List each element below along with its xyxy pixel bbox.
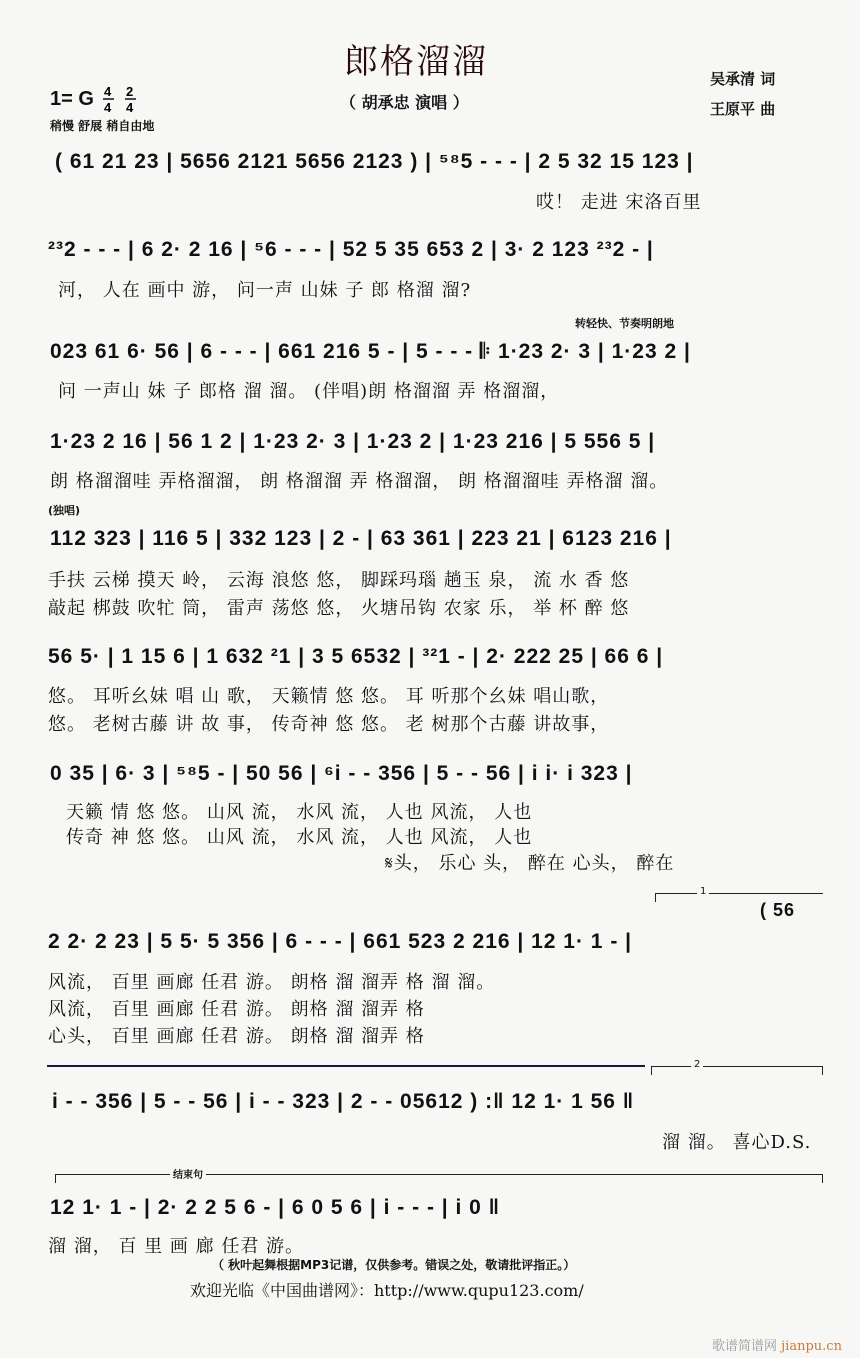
volta-1-aside: ( 56 [760,900,796,920]
score-line-5-lyrics-verse-2: 敲起 梆鼓 吹牤 筒， 雷声 荡悠 悠， 火塘吊钩 农家 乐， 举 杯 醉 悠 [48,598,630,619]
score-line-7-lyrics-verse-2: 传奇 神 悠 悠。 山风 流， 水风 流， 人也 风流， 人也 [66,827,533,848]
score-line-8-notes: 2 2· 2 23 | 5 5· 5 356 | 6 - - - | 661 523 2 216 | 12 1· 1 - | [48,930,633,953]
lyricist-credit: 吴承清 词 [710,70,776,88]
ending-bracket: 结束句 [55,1174,823,1175]
score-line-9-lyrics: 溜 溜。 喜心D.S. [662,1132,812,1153]
welcome-link[interactable]: 欢迎光临《中国曲谱网》：http://www.qupu123.com/ [190,1281,584,1300]
score-line-4-lyrics: 朗 格溜溜哇 弄格溜溜， 朗 格溜溜 弄 格溜溜， 朗 格溜溜哇 弄格溜 溜。 [50,471,669,492]
score-line-2-notes: ²³2 - - - | 6 2· 2 16 | ⁵6 - - - | 52 5 35 653 2 | 3· 2 123 ²³2 - | [48,238,654,261]
score-line-1-notes: ( 61 21 23 | 5656 2121 5656 2123 ) | ⁵⁸5 - - - | 2 5 32 15 123 | [55,150,694,173]
svg-text:4: 4 [104,100,112,114]
score-line-7-lyrics-verse-1: 天籁 情 悠 悠。 山风 流， 水风 流， 人也 风流， 人也 [66,802,533,823]
score-line-6-notes: 56 5· | 1 15 6 | 1 632 ²1 | 3 5 6532 | ³²1 - | 2· 222 25 | 66 6 | [48,645,664,668]
volta-bracket-1: 1 [655,893,823,894]
score-line-3-lyrics: 问 一声山 妹 子 郎格 溜 溜。 (伴唱)朗 格溜溜 弄 格溜溜， [58,381,560,402]
score-line-10-lyrics: 溜 溜， 百 里 画 廊 任君 游。 [48,1236,305,1257]
score-line-3-notes: 023 61 6· 56 | 6 - - - | 661 216 5 - | 5 - - - 𝄆 1·23 2· 3 | 1·23 2 | [50,340,691,363]
score-line-6-lyrics-verse-2: 悠。 老树古藤 讲 故 事， 传奇神 悠 悠。 老 树那个古藤 讲故事， [48,714,610,735]
key-signature: 1= G [50,88,94,110]
song-title: 郎格溜溜 [344,42,488,82]
score-line-5-notes: 112 323 | 116 5 | 332 123 | 2 - | 63 361 | 223 21 | 6123 216 | [50,527,672,550]
singer-credit: （ 胡承忠 演唱 ） [340,93,469,112]
solo-marking: (独唱) [48,504,81,517]
svg-text:4: 4 [104,84,112,99]
score-line-6-lyrics-verse-1: 悠。 耳听幺妹 唱 山 歌， 天籁情 悠 悠。 耳 听那个幺妹 唱山歌， [48,686,610,707]
divider-rule [47,1065,645,1067]
score-line-5-lyrics-verse-1: 手扶 云梯 摸天 岭， 云海 浪悠 悠， 脚踩玛瑙 趟玉 泉， 流 水 香 悠 [48,570,630,591]
tempo-change-marking: 转轻快、节奏明朗地 [575,317,674,330]
tempo-marking: 稍慢 舒展 稍自由地 [50,119,155,133]
score-line-10-notes: 12 1· 1 - | 2· 2 2 5 6 - | 6 0 5 6 | i - - - | i 0 ‖ [50,1196,501,1219]
volta-bracket-2: 2 [651,1066,823,1067]
time-signatures [102,84,142,118]
score-line-9-notes: i - - 356 | 5 - - 56 | i - - 323 | 2 - - 05612 ) :‖ 12 1· 1 56 ‖ [52,1090,635,1113]
score-line-8-lyrics-verse-2: 风流， 百里 画廊 任君 游。 朗格 溜 溜弄 格 [48,999,425,1020]
svg-text:2: 2 [126,84,134,99]
score-line-7-notes: 0 35 | 6· 3 | ⁵⁸5 - | 50 56 | ⁶i - - 356 | 5 - - 56 | i i· i 323 | [50,762,633,785]
score-line-2-lyrics: 河， 人在 画中 游， 问一声 山妹 子 郎 格溜 溜? [58,280,472,301]
transcriber-note: （ 秋叶起舞根据MP3记谱，仅供参考。错误之处，敬请批评指正。） [212,1258,576,1272]
composer-credit: 王原平 曲 [710,100,776,118]
watermark: 歌谱简谱网 jianpu.cn [712,1339,842,1354]
score-line-1-lyrics: 哎！ 走进 宋洛百里 [536,192,702,213]
score-line-7-lyrics-verse-3: 𝄋头， 乐心 头， 醉在 心头， 醉在 [385,853,675,874]
svg-text:4: 4 [126,100,134,114]
time-signature-icon [102,84,142,114]
score-line-4-notes: 1·23 2 16 | 56 1 2 | 1·23 2· 3 | 1·23 2 | 1·23 216 | 5 556 5 | [50,430,656,453]
score-line-8-lyrics-verse-1: 风流， 百里 画廊 任君 游。 朗格 溜 溜弄 格 溜 溜。 [48,972,496,993]
score-line-8-lyrics-verse-3: 心头， 百里 画廊 任君 游。 朗格 溜 溜弄 格 [48,1026,425,1047]
